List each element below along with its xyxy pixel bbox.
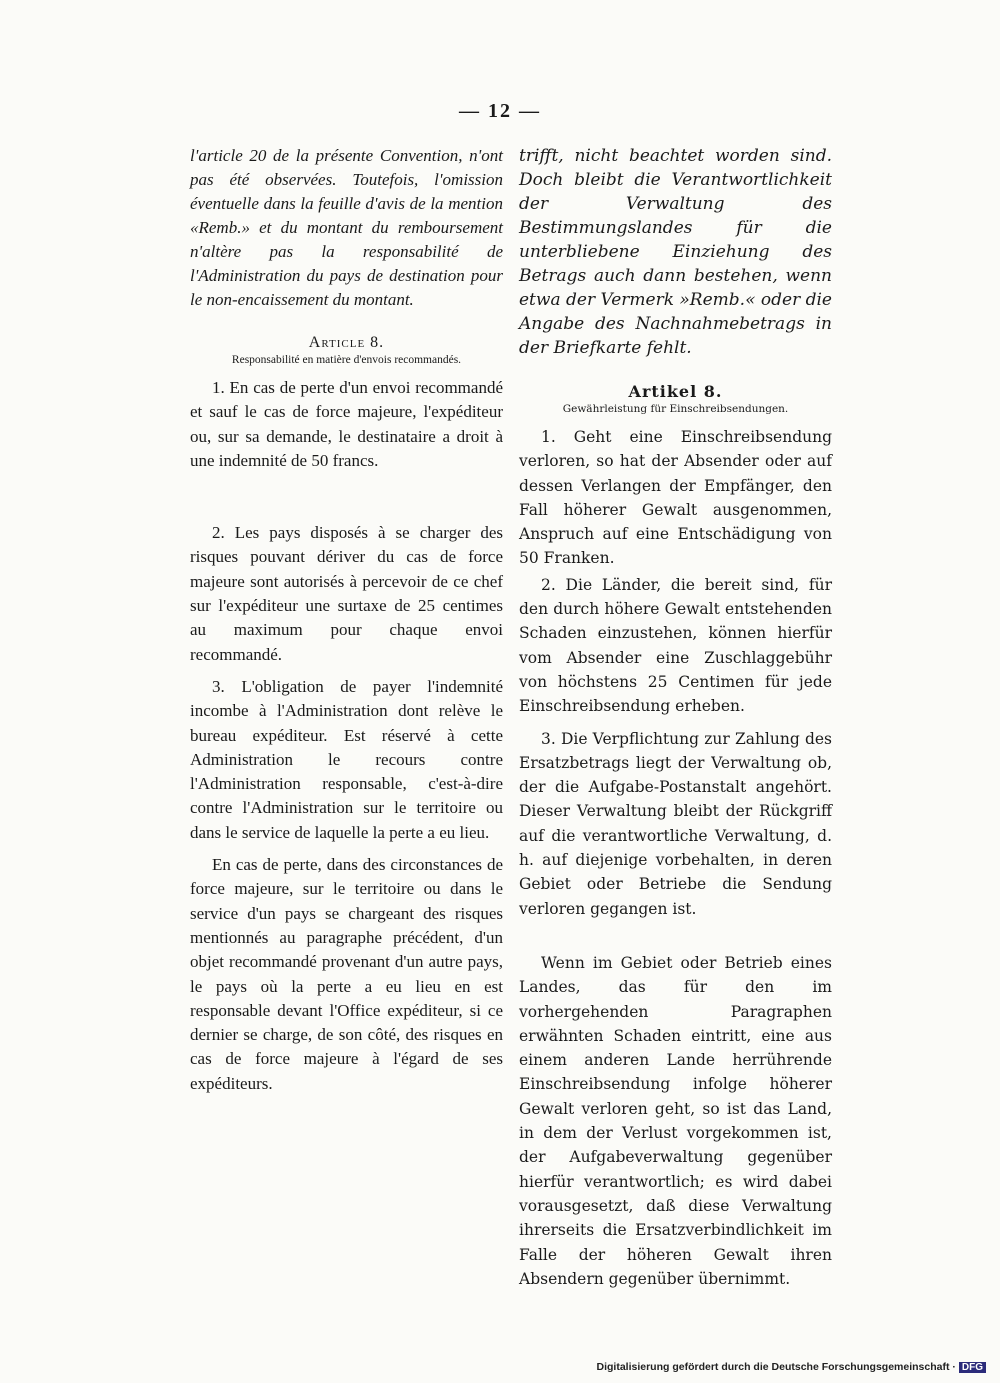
french-paragraph-1: 1. En cas de perte d'un envoi recommandé et sauf le cas de force majeure, l'expéditeur ou, sur sa demande, le destinataire a droit à une indemnité de 50 francs. <box>190 378 503 470</box>
german-paragraph-3: 3. Die Verpflichtung zur Zahlung des Ersatzbetrags liegt der Verwaltung ob, der die Aufgabe-Postanstalt angehört. Dieser Verwaltung bleibt der Rückgriff auf die verantwortliche Verwaltung, d. h. auf diejenige vorbehalten, in deren Gebiet oder Betriebe die Sendung verloren gegangen ist. <box>519 729 832 918</box>
page-number: — 12 — <box>459 100 541 122</box>
french-article-title: Article 8. <box>308 334 385 351</box>
german-article-title: Artikel 8. <box>628 382 723 401</box>
footer-text: Digitalisierung gefördert durch die Deutsche Forschungsgemeinschaft · <box>596 1361 956 1373</box>
french-paragraph-4: En cas de perte, dans des circonstances de force majeure, sur le territoire ou dans le service d'un pays se chargeant des risques mentionnés au paragraphe précédent, d'un objet recommandé provenant d'un autre pays, le pays où la perte a eu lieu en est responsable devant l'Office expéditeur, si ce dernier se charge, de son côté, des risques en cas de force majeure à l'égard de ses expéditeurs. <box>190 855 503 1093</box>
german-paragraph-1: 1. Geht eine Einschreibsendung verloren, so hat der Absender oder auf dessen Verlangen der Empfänger, den Fall höherer Gewalt ausgenommen, Anspruch auf eine Entschädigung von 50 Franken. <box>519 428 832 568</box>
french-column <box>190 144 503 1096</box>
french-paragraph-2: 2. Les pays disposés à se charger des risques pouvant dériver du cas de force majeure sont autorisés à percevoir de ce chef sur l'expéditeur une surtaxe de 25 centimes au maximum pour chaque envoi recommandé. <box>190 523 503 664</box>
digitization-footer <box>597 1361 987 1373</box>
german-column <box>519 144 832 1291</box>
german-paragraph-2: 2. Die Länder, die bereit sind, für den durch höhere Gewalt entstehenden Schaden einzustehen, können hierfür vom Absender eine Zuschlaggebühr von höchstens 25 Centimen für jede Einschreibsendung erheben. <box>519 575 832 716</box>
french-intro-text: l'article 20 de la présente Convention, n'ont pas été observées. Toutefois, l'omission éventuelle dans la feuille d'avis de la mention «Remb.» et du montant du remboursement n'altère pas la responsabilité de l'Administration du pays de destination pour le non-encaissement du montant. <box>190 146 503 309</box>
dfg-logo: DFG <box>959 1362 986 1373</box>
german-article-subtitle: Gewährleistung für Einschreibsendungen. <box>562 403 789 415</box>
german-paragraph-4: Wenn im Gebiet oder Betrieb eines Landes, das für den im vorhergehenden Paragraphen erwähnten Schaden eintritt, eine aus einem anderen Lande herrührende Einschreibsendung infolge höherer Gewalt verloren geht, so ist das Land, in dem der Verlust vorgekommen ist, der Aufgabeverwaltung gegenüber hierfür verantwortlich; es wird dabei vorausgesetzt, daß diese Verwaltung ihrerseits die Ersatzverbindlichkeit im Falle der höheren Gewalt ihren Absendern gegenüber übernimmt. <box>519 953 832 1288</box>
german-intro-text: trifft, nicht beachtet worden sind. Doch bleibt die Verantwortlichkeit der Verwaltung des Bestimmungslandes für die unterbliebene Einziehung des Betrags auch dann bestehen, wenn etwa der Vermerk »Remb.« oder die Angabe des Nachnahmebetrags in der Briefkarte fehlt. <box>519 146 832 358</box>
french-paragraph-3: 3. L'obligation de payer l'indemnité incombe à l'Administration dont relève le bureau expéditeur. Est réservé à cette Administration le recours contre l'Administration responsable, c'est-à-dire contre l'Administration sur le territoire ou dans le service de laquelle la perte a eu lieu. <box>190 676 503 842</box>
french-article-subtitle: Responsabilité en matière d'envois recommandés. <box>231 354 462 366</box>
